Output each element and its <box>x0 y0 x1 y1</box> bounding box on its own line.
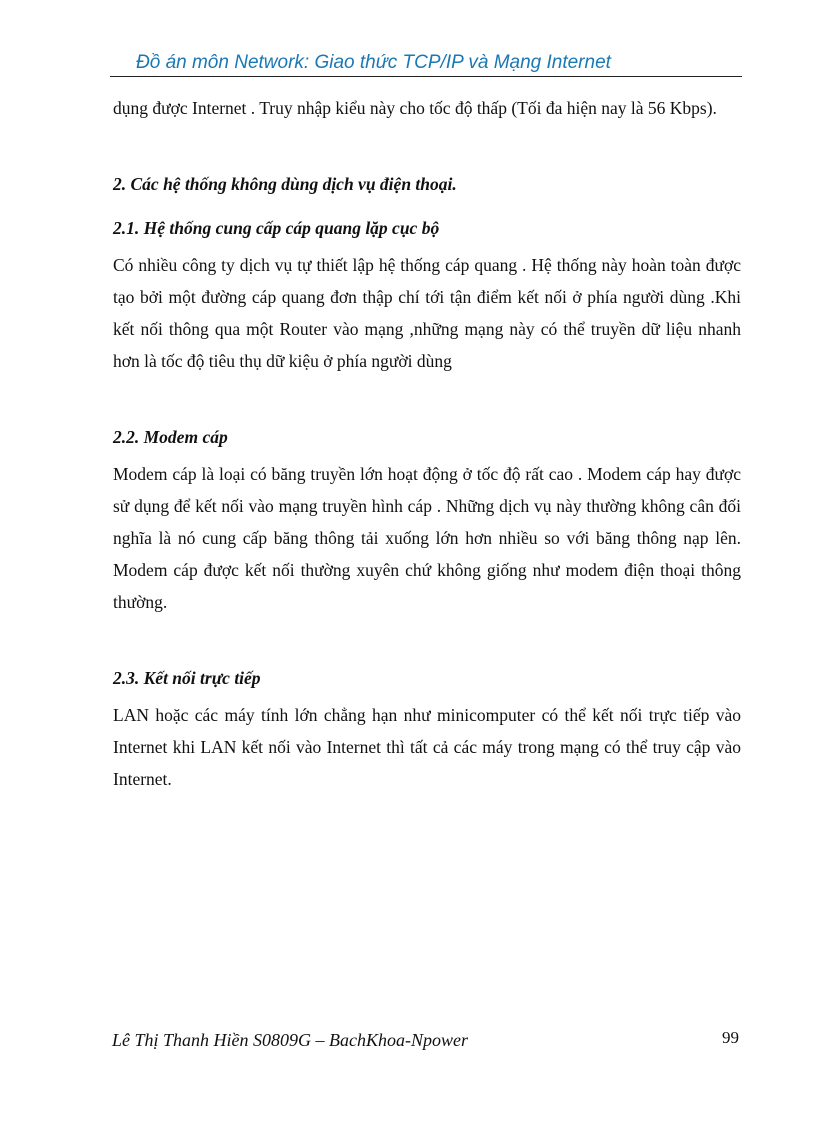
intro-paragraph: dụng được Internet . Truy nhập kiểu này cho tốc độ thấp (Tối đa hiện nay là 56 Kbps). <box>113 98 717 118</box>
section-2-1-paragraph: Có nhiều công ty dịch vụ tự thiết lập hệ thống cáp quang . Hệ thống này hoàn toàn được tạo bởi một đường cáp quang đơn thập chí tới tận điểm kết nối ở phía người dùng .Khi kết nối thông qua một Router vào mạng ,những mạng này có thể truyền dữ liệu nhanh hơn là tốc độ tiêu thụ dữ kiệu ở phía người dùng <box>113 255 741 371</box>
section-2-heading: 2. Các hệ thống không dùng dịch vụ điện thoại. <box>113 174 457 194</box>
page-header <box>110 48 742 77</box>
header-title: Đồ án môn Network: Giao thức TCP/IP và Mạng Internet <box>136 52 611 73</box>
section-2-1-heading: 2.1. Hệ thống cung cấp cáp quang lặp cục bộ <box>113 218 440 238</box>
section-2-3-paragraph: LAN hoặc các máy tính lớn chẳng hạn như minicomputer có thể kết nối trực tiếp vào Internet khi LAN kết nối vào Internet thì tất cả các máy trong mạng có thể truy cập vào Internet. <box>113 705 741 789</box>
section-2-3-heading: 2.3. Kết nối trực tiếp <box>113 668 261 688</box>
section-2-2-paragraph: Modem cáp là loại có băng truyền lớn hoạt động ở tốc độ rất cao . Modem cáp hay được sử dụng để kết nối vào mạng truyền hình cáp . Những dịch vụ này thường không cân đối nghĩa là nó cung cấp băng thông tải xuống lớn hơn nhiều so với băng thông nạp lên. Modem cáp được kết nối thường xuyên chứ không giống như modem điện thoại thông thường. <box>113 464 741 612</box>
page-number: 99 <box>722 1028 739 1047</box>
section-2-2-heading: 2.2. Modem cáp <box>113 427 228 447</box>
document-body <box>113 92 741 795</box>
footer-author: Lê Thị Thanh Hiền S0809G – BachKhoa-Npower <box>112 1030 469 1050</box>
